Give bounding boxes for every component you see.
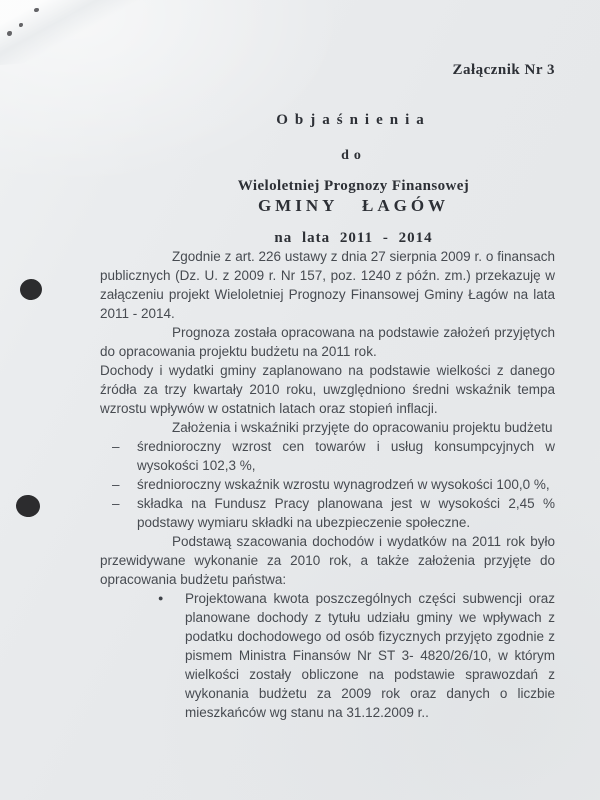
dash-marker: – (112, 477, 120, 492)
document-heading (126, 112, 581, 247)
dash-marker: – (112, 439, 120, 454)
list-item (112, 437, 555, 475)
list-item (112, 494, 555, 532)
list-item-text: Projektowana kwota poszczególnych części subwencji oraz planowane dochody z tytułu udziału gminy we wpływach z podatku dochodowego od osób fizycznych przyjęto zgodnie z pismem Ministra Finansów Nr ST 3- 4820/26/10, w którym wielkości zostały obliczone na podstawie sprawozdań z wykonania budżetu za 2009 rok oraz danych o liczbie mieszkańców wg stanu na 31.12.2009 r.. (185, 591, 555, 720)
list-item-text: składka na Fundusz Pracy planowana jest w wysokości 2,45 % podstawy wymiaru składki na ubezpieczenie społeczne. (137, 496, 555, 530)
heading-subject-line1: Wieloletniej Prognozy Finansowej (237, 178, 470, 194)
document-body (100, 247, 555, 722)
paragraph-forecast-basis: Prognoza została opracowana na podstawie założeń przyjętych do opracowania projektu budżetu na 2011 rok. (100, 325, 555, 359)
list-item (112, 475, 555, 494)
paragraph-revenues-expenditures: Dochody i wydatki gminy zaplanowano na podstawie wielkości z danego źródła za trzy kwartały 2010 roku, uwzględniono średni wskaźnik tempa wzrostu wpływów w ostatnich latach oraz stopień inflacji. (100, 363, 555, 416)
paragraph-legal-basis: Zgodnie z art. 226 ustawy z dnia 27 sierpnia 2009 r. o finansach publicznych (Dz. U. z 2009 r. Nr 157, poz. 1240 z późn. zm.) przekazuję w załączeniu projekt Wieloletniej Prognozy Finansowej Gminy Łagów na lata 2011 - 2014. (100, 249, 555, 321)
assumptions-list (100, 437, 555, 532)
dash-marker: – (112, 496, 120, 511)
document-title: Objaśnienia (276, 112, 431, 128)
bullet-marker: ● (158, 593, 164, 603)
heading-subject-line2: GMINY ŁAGÓW (257, 196, 450, 215)
list-item (158, 589, 555, 722)
heading-connector: do (341, 148, 366, 163)
attachment-label: Załącznik Nr 3 (452, 62, 555, 78)
list-item-text: średnioroczny wzrost cen towarów i usług konsumpcyjnych w wysokości 102,3 %, (137, 439, 555, 473)
state-budget-list (100, 589, 555, 722)
list-item-text: średnioroczny wskaźnik wzrostu wynagrodzeń w wysokości 100,0 %, (137, 477, 550, 492)
heading-period: na lata 2011 - 2014 (274, 230, 433, 246)
paragraph-estimation-basis: Podstawą szacowania dochodów i wydatków na 2011 rok było przewidywane wykonanie za 2010 rok, a także założenia przyjęte do opracowania budżetu państwa: (100, 534, 555, 587)
paragraph-assumptions-intro: Założenia i wskaźniki przyjęte do opracowaniu projektu budżetu (172, 420, 553, 435)
